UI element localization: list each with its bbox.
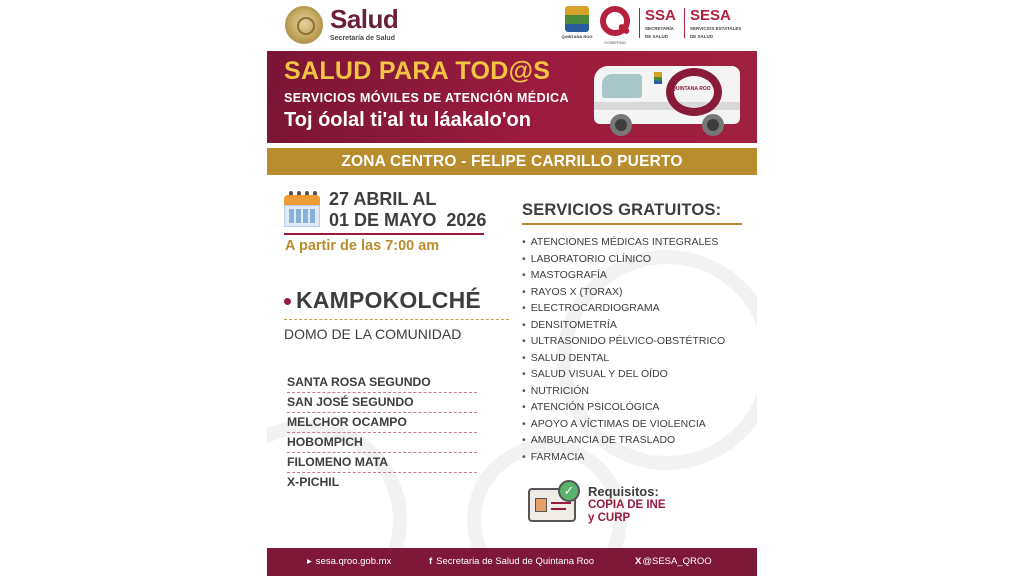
- sesa-logo-text: SESA: [690, 7, 731, 24]
- requirement-item: COPIA DE INE: [588, 499, 666, 511]
- mobile-clinic-van-icon: [594, 62, 744, 142]
- divider: [639, 8, 640, 38]
- requirement-item: y CURP: [588, 512, 631, 524]
- place-name: KAMPOKOLCHÉ: [296, 287, 481, 313]
- sesa-logo-sub1: SERVICIOS ESTATALES: [690, 26, 742, 31]
- list-item: • ATENCIÓN PSICOLÓGICA: [522, 399, 725, 416]
- header: [267, 0, 757, 48]
- list-item: • RAYOS X (TORAX): [522, 284, 725, 301]
- venue-name: DOMO DE LA COMUNIDAD: [284, 326, 462, 342]
- calendar-icon: [284, 191, 320, 227]
- ssa-logo-sub2: DE SALUD: [645, 33, 669, 39]
- list-item: HOBOMPICH: [287, 433, 477, 453]
- list-item: • MASTOGRAFÍA: [522, 267, 725, 284]
- list-item: • LABORATORIO CLÍNICO: [522, 251, 725, 268]
- x-handle-text: @SESA_QROO: [642, 556, 712, 567]
- list-item: SANTA ROSA SEGUNDO: [287, 373, 477, 393]
- checkmark-icon: ✓: [558, 480, 580, 502]
- list-item: FILOMENO MATA: [287, 453, 477, 473]
- van-window: [602, 74, 642, 98]
- start-time: A partir de las 7:00 am: [285, 238, 440, 254]
- list-item: • SALUD DENTAL: [522, 350, 725, 367]
- sesa-logo: [690, 8, 741, 39]
- website-link[interactable]: [307, 548, 391, 576]
- list-item: SAN JOSÉ SEGUNDO: [287, 393, 477, 413]
- list-item: • NUTRICIÓN: [522, 383, 725, 400]
- community-list: [287, 373, 477, 493]
- banner-maya-slogan: Toj óolal ti'al tu láakalo'on: [284, 109, 531, 131]
- van-logo-text: QUINTANA ROO: [672, 86, 711, 92]
- id-line: [551, 508, 566, 510]
- website-text: sesa.qroo.gob.mx: [315, 556, 392, 567]
- salud-logo-text: Salud: [330, 4, 399, 34]
- calendar-top: [284, 195, 320, 205]
- list-item: • ULTRASONIDO PÉLVICO-OBSTÉTRICO: [522, 333, 725, 350]
- sesa-logo-sub2: DE SALUD: [690, 33, 714, 39]
- x-icon: X: [635, 556, 642, 567]
- date-range-line1: 27 ABRIL AL: [329, 189, 437, 209]
- van-front-wheel-icon: [610, 114, 632, 136]
- facebook-icon: f: [429, 556, 433, 567]
- list-item: • ELECTROCARDIOGRAMA: [522, 300, 725, 317]
- list-item: • APOYO A VÍCTIMAS DE VIOLENCIA: [522, 416, 725, 433]
- van-rear-wheel-icon: [702, 114, 724, 136]
- national-seal-icon: [285, 6, 323, 44]
- date-range-line2: 01 DE MAYO 2026: [329, 210, 487, 230]
- banner-title: SALUD PARA TOD@S: [284, 57, 551, 85]
- divider: [684, 8, 685, 38]
- requirements-heading: Requisitos:: [588, 484, 659, 499]
- list-item: • AMBULANCIA DE TRASLADO: [522, 432, 725, 449]
- gobierno-q-logo: [598, 6, 632, 45]
- ssa-logo-sub1: SECRETARÍA: [645, 26, 674, 31]
- salud-logo-subtitle: Secretaría de Salud: [330, 35, 395, 42]
- id-photo: [535, 498, 547, 512]
- divider: [284, 319, 509, 320]
- list-item: • DENSITOMETRÍA: [522, 317, 725, 334]
- ssa-logo: [645, 8, 676, 39]
- divider: [284, 233, 484, 235]
- x-link[interactable]: [635, 548, 712, 576]
- banner-subtitle: SERVICIOS MÓVILES DE ATENCIÓN MÉDICA: [284, 91, 569, 105]
- services-title: SERVICIOS GRATUITOS:: [522, 201, 722, 219]
- services-list: [522, 234, 725, 465]
- facebook-text: Secretaria de Salud de Quintana Roo: [436, 556, 595, 567]
- id-line: [551, 502, 571, 504]
- zone-bar: ZONA CENTRO - FELIPE CARRILLO PUERTO: [267, 148, 757, 175]
- divider: [522, 223, 742, 225]
- van-q-logo-icon: [666, 68, 722, 116]
- poster: [267, 0, 757, 576]
- footer: [267, 548, 757, 576]
- quintana-roo-logo: [561, 6, 593, 40]
- list-item: • SALUD VISUAL Y DEL OÍDO: [522, 366, 725, 383]
- list-item: • FARMACIA: [522, 449, 725, 466]
- state-shield-icon: [565, 6, 589, 32]
- list-item: MELCHOR OCAMPO: [287, 413, 477, 433]
- q-logo-label: GOBIERNO: [604, 40, 626, 45]
- cursor-icon: ▸: [307, 556, 312, 567]
- facebook-link[interactable]: [429, 548, 594, 576]
- qroo-logo-label: QUINTANA ROO: [561, 34, 593, 39]
- ssa-logo-text: SSA: [645, 7, 676, 24]
- van-shield-icon: [654, 72, 662, 84]
- calendar-grid: [289, 209, 315, 223]
- list-item: • ATENCIONES MÉDICAS INTEGRALES: [522, 234, 725, 251]
- bullet-icon: [284, 298, 291, 305]
- list-item: X-PICHIL: [287, 475, 340, 489]
